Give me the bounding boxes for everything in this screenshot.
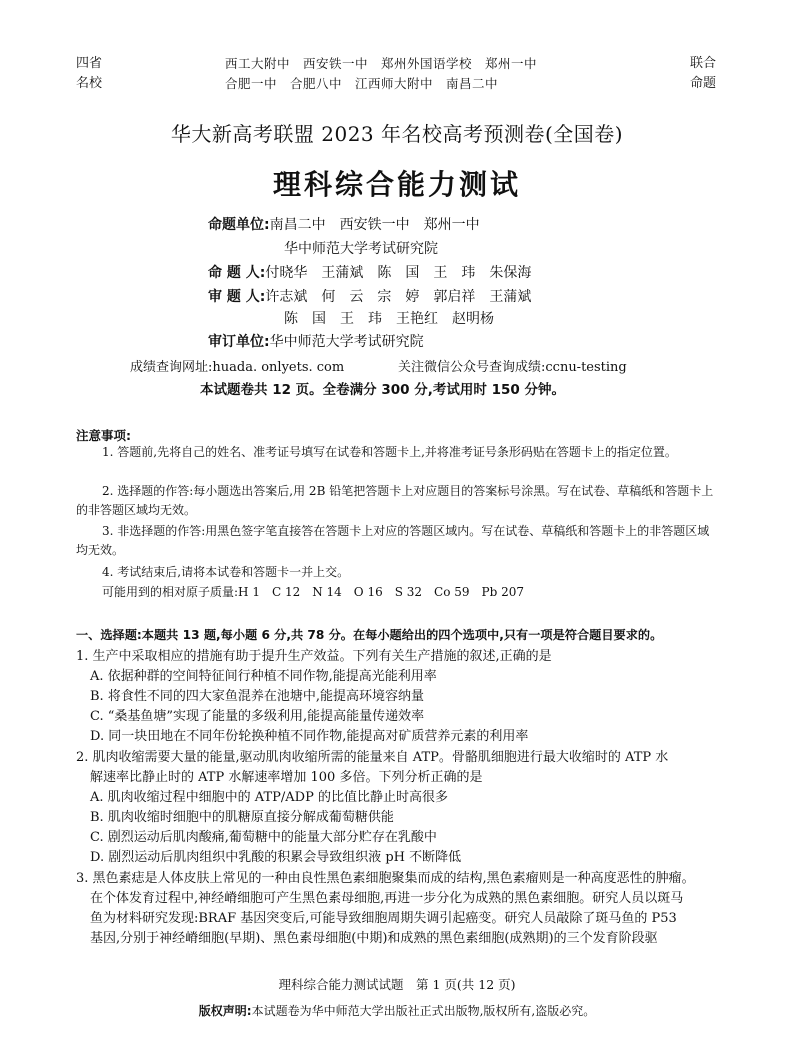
option-d: D. 剧烈运动后肌肉组织中乳酸的积累会导致组织液 pH 不断降低 bbox=[90, 850, 462, 865]
question-stem: 1. 生产中采取相应的措施有助于提升生产效益。下列有关生产措施的叙述,正确的是 bbox=[76, 649, 552, 664]
reviewers-line2: 陈 国 王 玮 王艳红 赵明杨 bbox=[284, 311, 494, 327]
exam-subject-title: 理科综合能力测试 bbox=[272, 168, 521, 201]
reviewers-line1: 许志斌 何 云 宗 婷 郭启祥 王蒲斌 bbox=[265, 289, 532, 305]
question-stem-cont: 基因,分别于神经嵴细胞(早期)、黑色素母细胞(中期)和成熟的黑色素细胞(成熟期)的三个发育阶段驱 bbox=[90, 931, 658, 946]
exam-series-title: 华大新高考联盟 2023 年名校高考预测卷(全国卷) bbox=[170, 122, 624, 146]
question-stem: 3. 黑色素痣是人体皮肤上常见的一种由良性黑色素细胞聚集而成的结构,黑色素瘤则是一种高度恶性的肿瘤。 bbox=[76, 871, 695, 886]
question-stem: 2. 肌肉收缩需要大量的能量,驱动肌肉收缩所需的能量来自 ATP。骨骼肌细胞进行最大收缩时的 ATP 水 bbox=[76, 750, 669, 765]
unit-line2: 华中师范大学考试研究院 bbox=[284, 241, 438, 257]
question-stem-cont: 解速率比静止时的 ATP 水解速率增加 100 多倍。下列分析正确的是 bbox=[90, 770, 483, 785]
option-c: C. 剧烈运动后肌肉酸痛,葡萄糖中的能量大部分贮存在乳酸中 bbox=[90, 830, 437, 845]
option-d: D. 同一块田地在不同年份轮换种植不同作物,能提高对矿质营养元素的利用率 bbox=[90, 729, 529, 744]
copyright-text: 本试题卷为华中师范大学出版社正式出版物,版权所有,盗版必究。 bbox=[251, 1004, 596, 1018]
wechat-query: 关注微信公众号查询成绩:ccnu-testing bbox=[398, 360, 627, 375]
reviewer-label: 审 题 人: bbox=[208, 289, 266, 305]
header-right-top: 联合 bbox=[690, 56, 717, 71]
section-heading: 一、选择题:本题共 13 题,每小题 6 分,共 78 分。在每小题给出的四个选项中,只有一项是符合题目要求的。 bbox=[76, 628, 663, 642]
notice-item-3: 3. 非选择题的作答:用黑色签字笔直接答在答题卡上对应的答题区域内。写在试卷、草稿纸和答题卡上的非答题区域均无效。 bbox=[76, 524, 710, 557]
query-site: 成绩查询网址:huada. onlyets. com bbox=[130, 360, 345, 375]
copyright-label: 版权声明: bbox=[198, 1004, 252, 1018]
copyright-notice bbox=[0, 1002, 794, 1019]
notice-item-2: 2. 选择题的作答:每小题选出答案后,用 2B 铅笔把答题卡上对应题目的答案标号涂黑。写在试卷、草稿纸和答题卡上的非答题区域均无效。 bbox=[76, 484, 714, 517]
approve-value: 华中师范大学考试研究院 bbox=[269, 334, 424, 350]
header-right-bottom: 命题 bbox=[690, 76, 717, 91]
setter-label: 命 题 人: bbox=[208, 265, 266, 281]
notice-item-4: 4. 考试结束后,请将本试卷和答题卡一并上交。 bbox=[102, 565, 350, 579]
approve-label: 审订单位: bbox=[208, 334, 270, 350]
option-a: A. 依据种群的空间特征间行种植不同作物,能提高光能利用率 bbox=[90, 669, 437, 684]
atomic-masses: 可能用到的相对原子质量:H 1 C 12 N 14 O 16 S 32 Co 59 Pb 207 bbox=[102, 585, 524, 599]
option-b: B. 肌肉收缩时细胞中的肌糖原直接分解成葡萄糖供能 bbox=[90, 810, 394, 825]
notice-heading: 注意事项: bbox=[76, 428, 131, 443]
notice-item-1: 1. 答题前,先将自己的姓名、准考证号填写在试卷和答题卡上,并将准考证号条形码贴在答题卡上的指定位置。 bbox=[102, 445, 677, 459]
unit-line1: 南昌二中 西安铁一中 郑州一中 bbox=[269, 217, 480, 233]
setters: 付晓华 王蒲斌 陈 国 王 玮 朱保海 bbox=[265, 265, 532, 281]
header-schools-row1: 西工大附中 西安铁一中 郑州外国语学校 郑州一中 bbox=[225, 56, 538, 71]
option-a: A. 肌肉收缩过程中细胞中的 ATP/ADP 的比值比静止时高很多 bbox=[90, 790, 448, 805]
question-stem-cont: 在个体发育过程中,神经嵴细胞可产生黑色素母细胞,再进一步分化为成熟的黑色素细胞。研究人员以斑马 bbox=[90, 891, 684, 906]
option-c: C. “桑基鱼塘”实现了能量的多级利用,能提高能量传递效率 bbox=[90, 709, 425, 724]
header-schools-row2: 合肥一中 合肥八中 江西师大附中 南昌二中 bbox=[225, 76, 499, 91]
header-left-top: 四省 bbox=[76, 56, 103, 71]
option-b: B. 将食性不同的四大家鱼混养在池塘中,能提高环境容纳量 bbox=[90, 689, 424, 704]
exam-summary: 本试题卷共 12 页。全卷满分 300 分,考试用时 150 分钟。 bbox=[200, 382, 565, 398]
header-left-bottom: 名校 bbox=[76, 76, 103, 91]
page-info: 理科综合能力测试试题 第 1 页(共 12 页) bbox=[278, 977, 516, 992]
question-stem-cont: 鱼为材料研究发现:BRAF 基因突变后,可能导致细胞周期失调引起癌变。研究人员敲除了斑马鱼的 P53 bbox=[90, 911, 677, 926]
unit-label: 命题单位: bbox=[208, 217, 270, 233]
